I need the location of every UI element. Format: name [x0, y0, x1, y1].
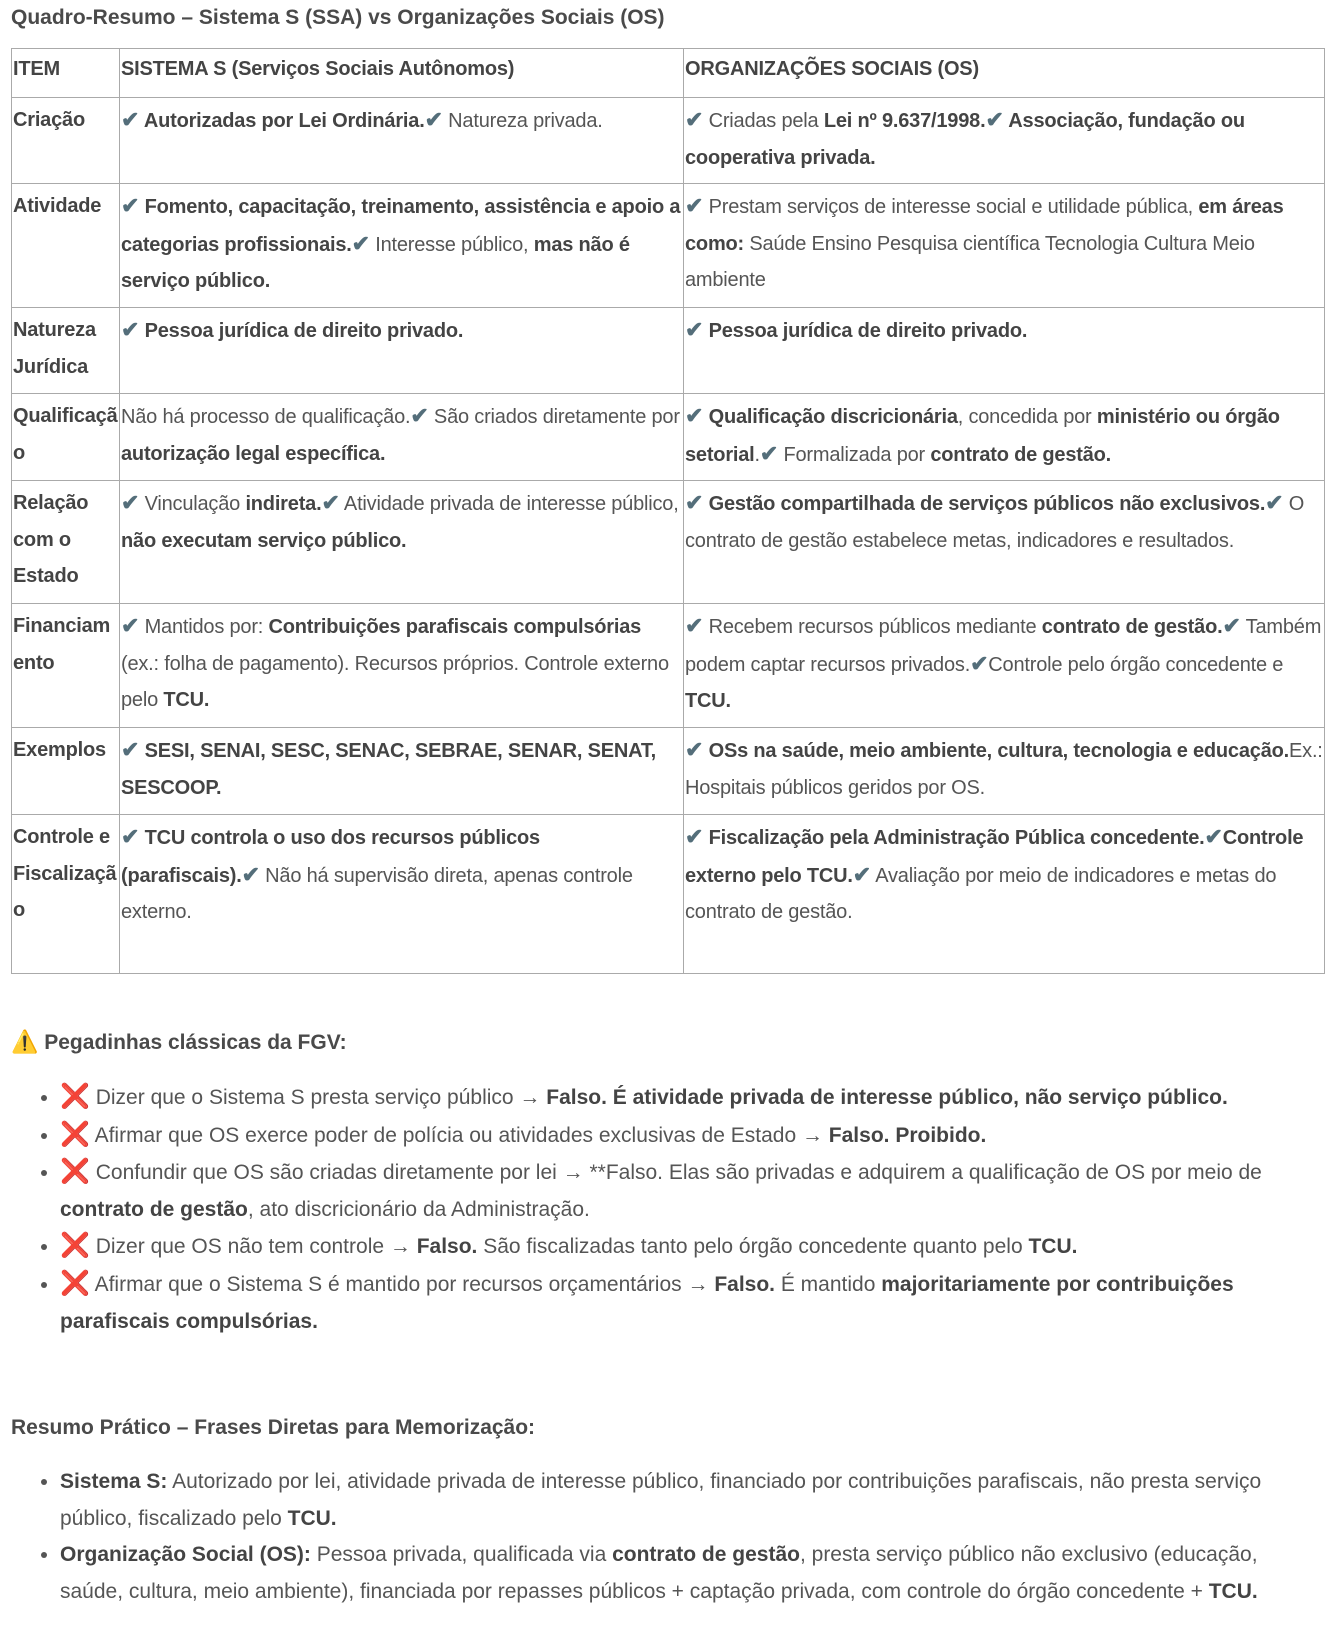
- bold-text: Controle externo pelo TCU.: [685, 827, 1304, 887]
- bold-text: TCU.: [685, 690, 731, 713]
- text: , ato discricionário da Administração.: [247, 1197, 590, 1221]
- check-icon: ✔: [121, 107, 140, 132]
- bold-text: ministério ou órgão setorial: [685, 406, 1280, 466]
- cross-icon: ❌: [60, 1120, 90, 1148]
- check-icon: ✔: [121, 737, 140, 762]
- table-row: [12, 308, 1325, 394]
- text: O contrato de gestão estabelece metas, indicadores e resultados.: [685, 493, 1305, 552]
- summary-list: [11, 1464, 1325, 1610]
- cell-os: [684, 815, 1325, 974]
- text: Dizer que o Sistema S presta serviço público →: [89, 1086, 547, 1109]
- bold-text: contrato de gestão: [60, 1197, 248, 1221]
- bold-text: TCU controla o uso dos recursos públicos (parafiscais).: [121, 827, 540, 887]
- row-item-label: Financiamento: [12, 604, 120, 728]
- bold-text: Contribuições parafiscais compulsórias: [268, 616, 642, 638]
- pitfall-item: [60, 1266, 1325, 1340]
- cell-sistema-s: [120, 815, 684, 974]
- bold-text: Gestão compartilhada de serviços públicos não exclusivos.: [703, 493, 1266, 515]
- check-icon: ✔: [970, 650, 989, 676]
- check-icon: ✔: [685, 403, 704, 428]
- text: Recebem recursos públicos mediante: [703, 616, 1042, 638]
- row-item-label: Qualificação: [12, 394, 120, 481]
- row-item-label: Natureza Jurídica: [12, 308, 120, 394]
- check-icon: ✔: [985, 107, 1004, 132]
- bold-text: contrato de gestão.: [930, 443, 1112, 466]
- check-icon: ✔: [241, 861, 260, 887]
- bold-text: Pessoa jurídica de direito privado.: [703, 320, 1028, 342]
- check-icon: ✔: [685, 737, 704, 762]
- text: Pessoa privada, qualificada via: [310, 1543, 613, 1567]
- text: Interesse público,: [369, 233, 534, 256]
- bold-text: Sistema S:: [60, 1470, 168, 1494]
- table-row: [12, 184, 1325, 308]
- bold-text: Falso. É atividade privada de interesse público, não serviço público.: [546, 1086, 1228, 1109]
- text: Saúde Ensino Pesquisa científica Tecnologia Cultura Meio ambiente: [685, 232, 1255, 292]
- text: Mantidos por:: [139, 616, 269, 638]
- text: Afirmar que o Sistema S é mantido por recursos orçamentários →: [89, 1272, 715, 1296]
- bold-text: Falso.: [416, 1235, 478, 1259]
- pitfall-item: [60, 1079, 1325, 1117]
- cell-os: [684, 728, 1325, 815]
- text: São criados diretamente por: [428, 406, 680, 428]
- pitfall-item: [60, 1117, 1325, 1155]
- cell-sistema-s: [120, 481, 684, 604]
- text: Ex.: Hospitais públicos geridos por OS.: [685, 740, 1323, 799]
- row-item-label: Controle e Fiscalização: [12, 815, 120, 974]
- row-item-label: Relação com o Estado: [12, 481, 120, 604]
- cell-os: [684, 184, 1325, 308]
- cross-icon: ❌: [60, 1083, 90, 1110]
- check-icon: ✔: [685, 490, 704, 515]
- table-row: [12, 815, 1325, 974]
- check-icon: ✔: [759, 440, 779, 466]
- bold-text: Associação, fundação ou cooperativa privada.: [685, 110, 1245, 169]
- summary-item: [60, 1464, 1325, 1537]
- text: .: [754, 443, 760, 466]
- check-icon: ✔: [685, 824, 704, 849]
- table-row: [12, 481, 1325, 604]
- bold-text: Fiscalização pela Administração Pública concedente.: [703, 827, 1205, 849]
- check-icon: ✔: [1204, 824, 1223, 849]
- cell-os: [684, 98, 1325, 184]
- text: Autorizado por lei, atividade privada de interesse público, financiado por contribuições parafiscais, não presta serviço público, fiscalizado pelo: [60, 1470, 1262, 1530]
- bold-text: Qualificação discricionária: [703, 406, 958, 428]
- text: Confundir que OS são criadas diretamente por lei → **Falso. Elas são privadas e adquirem a qualificação de OS por meio de: [89, 1161, 1262, 1185]
- text: , concedida por: [957, 406, 1097, 428]
- bold-text: mas não é serviço público.: [121, 233, 630, 293]
- text: Vinculação: [139, 493, 246, 515]
- check-icon: ✔: [1222, 613, 1241, 638]
- row-item-label: Exemplos: [12, 728, 120, 815]
- text: São fiscalizadas tanto pelo órgão concedente quanto pelo: [477, 1235, 1029, 1259]
- cell-sistema-s: [120, 98, 684, 184]
- check-icon: ✔: [121, 824, 140, 849]
- pitfall-item: [60, 1228, 1325, 1266]
- row-item-label: Criação: [12, 98, 120, 184]
- bold-text: TCU.: [1208, 1579, 1258, 1603]
- check-icon: ✔: [685, 613, 704, 638]
- table-row: [12, 728, 1325, 815]
- cell-sistema-s: [120, 394, 684, 481]
- pitfalls-heading: [11, 1024, 1325, 1061]
- text: Criadas pela: [703, 110, 824, 132]
- check-icon: ✔: [410, 403, 429, 428]
- bold-text: Fomento, capacitação, treinamento, assistência e apoio a categorias profissionais.: [121, 196, 681, 256]
- comparison-table: [11, 48, 1325, 974]
- cross-icon: ❌: [60, 1232, 90, 1260]
- text: Dizer que OS não tem controle →: [89, 1235, 417, 1259]
- summary-item: [60, 1537, 1325, 1610]
- check-icon: ✔: [685, 193, 704, 218]
- bold-text: Lei nº 9.637/1998.: [823, 110, 986, 132]
- cross-icon: ❌: [60, 1269, 90, 1297]
- check-icon: ✔: [121, 317, 140, 342]
- cross-icon: ❌: [60, 1158, 90, 1186]
- bold-text: TCU.: [1028, 1235, 1078, 1259]
- bold-text: Falso.: [714, 1272, 775, 1296]
- text: Também podem captar recursos privados.: [685, 616, 1322, 676]
- check-icon: ✔: [685, 107, 704, 132]
- text: É mantido: [775, 1272, 882, 1296]
- text: Natureza privada.: [442, 110, 603, 132]
- row-item-label: Atividade: [12, 184, 120, 308]
- pitfalls-list: [11, 1079, 1325, 1340]
- text: , presta serviço público não exclusivo (educação, saúde, cultura, meio ambiente), financiada por repasses públicos + captação privada, com controle do órgão concedente +: [60, 1543, 1258, 1603]
- header-os: ORGANIZAÇÕES SOCIAIS (OS): [684, 49, 1325, 98]
- cell-os: [684, 394, 1325, 481]
- bold-text: majoritariamente por contribuições parafiscais compulsórias.: [60, 1272, 1234, 1333]
- bold-text: TCU.: [163, 689, 210, 712]
- header-item: ITEM: [12, 49, 120, 98]
- cell-os: [684, 481, 1325, 604]
- bold-text: TCU.: [287, 1506, 337, 1530]
- bold-text: Falso. Proibido.: [828, 1123, 987, 1147]
- check-icon: ✔: [1265, 490, 1284, 515]
- table-row: [12, 604, 1325, 728]
- table-row: [12, 394, 1325, 481]
- cell-sistema-s: [120, 308, 684, 394]
- text: Avaliação por meio de indicadores e metas do contrato de gestão.: [685, 864, 1277, 924]
- pitfalls-heading-text: Pegadinhas clássicas da FGV:: [44, 1031, 347, 1054]
- cell-os: [684, 308, 1325, 394]
- check-icon: ✔: [121, 193, 140, 218]
- cell-os: [684, 604, 1325, 728]
- pitfall-item: [60, 1154, 1325, 1228]
- table-header-row: [12, 49, 1325, 98]
- bold-text: OSs na saúde, meio ambiente, cultura, tecnologia e educação.: [703, 740, 1289, 762]
- check-icon: ✔: [321, 490, 340, 515]
- check-icon: ✔: [852, 861, 871, 887]
- bold-text: em áreas como:: [685, 196, 1284, 255]
- warning-icon: ⚠️: [11, 1029, 39, 1054]
- page-title: Quadro-Resumo – Sistema S (SSA) vs Organizações Sociais (OS): [11, 6, 665, 29]
- bold-text: contrato de gestão: [612, 1543, 800, 1567]
- cell-sistema-s: [120, 728, 684, 815]
- summary-heading: Resumo Prático – Frases Diretas para Memorização:: [11, 1416, 536, 1440]
- text: Atividade privada de interesse público,: [339, 493, 679, 515]
- bold-text: Organização Social (OS):: [60, 1543, 311, 1567]
- text: Afirmar que OS exerce poder de polícia ou atividades exclusivas de Estado →: [89, 1123, 829, 1147]
- bold-text: autorização legal específica.: [121, 442, 386, 465]
- bold-text: indireta.: [245, 493, 322, 515]
- header-sistema-s: SISTEMA S (Serviços Sociais Autônomos): [120, 49, 684, 98]
- text: Controle pelo órgão concedente e: [988, 653, 1284, 676]
- bold-text: SESI, SENAI, SESC, SENAC, SEBRAE, SENAR, SENAT, SESCOOP.: [121, 740, 657, 799]
- bold-text: Pessoa jurídica de direito privado.: [139, 320, 464, 342]
- text: Não há processo de qualificação.: [121, 406, 411, 428]
- text: Não há supervisão direta, apenas controle externo.: [121, 864, 633, 924]
- text: (ex.: folha de pagamento). Recursos próprios. Controle externo pelo: [121, 652, 669, 712]
- bold-text: Autorizadas por Lei Ordinária.: [139, 110, 425, 132]
- check-icon: ✔: [121, 613, 140, 638]
- cell-sistema-s: [120, 184, 684, 308]
- bold-text: contrato de gestão.: [1041, 616, 1223, 638]
- check-icon: ✔: [424, 107, 443, 132]
- text: Prestam serviços de interesse social e utilidade pública,: [703, 196, 1199, 218]
- bold-text: não executam serviço público.: [121, 529, 407, 552]
- check-icon: ✔: [351, 230, 370, 256]
- table-row: [12, 98, 1325, 184]
- check-icon: ✔: [121, 490, 140, 515]
- cell-sistema-s: [120, 604, 684, 728]
- check-icon: ✔: [685, 317, 704, 342]
- text: Formalizada por: [778, 443, 931, 466]
